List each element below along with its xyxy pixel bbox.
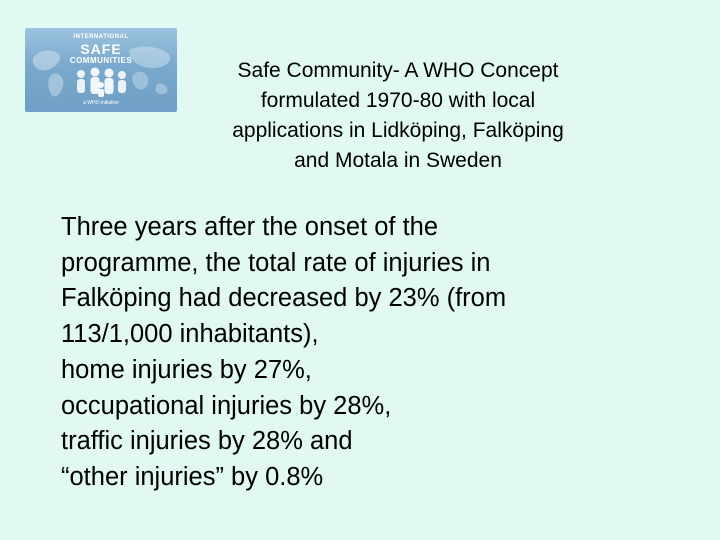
body-line: home injuries by 27%, xyxy=(61,355,312,384)
title-line: and Motala in Sweden xyxy=(294,149,502,172)
body-line: Falköping had decreased by 23% (from xyxy=(61,284,507,313)
slide-body xyxy=(61,210,701,496)
slide-title xyxy=(150,56,646,176)
body-line: occupational injuries by 28%, xyxy=(61,391,392,420)
body-line: programme, the total rate of injuries in xyxy=(61,248,491,277)
title-line: applications in Lidköping, Falköping xyxy=(232,119,564,142)
logo-text-communities: COMMUNITIES xyxy=(69,56,133,65)
logo-text-international: INTERNATIONAL xyxy=(73,34,129,40)
body-line: “other injuries” by 0.8% xyxy=(61,462,324,491)
body-line: traffic injuries by 28% and xyxy=(61,427,353,456)
title-line: formulated 1970-80 with local xyxy=(260,89,536,112)
logo-text-safe: SAFE xyxy=(80,41,122,57)
body-line: Three years after the onset of the xyxy=(61,213,439,241)
title-line: Safe Community- A WHO Concept xyxy=(237,59,559,82)
body-line: 113/1,000 inhabitants), xyxy=(61,320,319,349)
logo-text-who-initiative: a WHO initiative xyxy=(83,100,119,106)
